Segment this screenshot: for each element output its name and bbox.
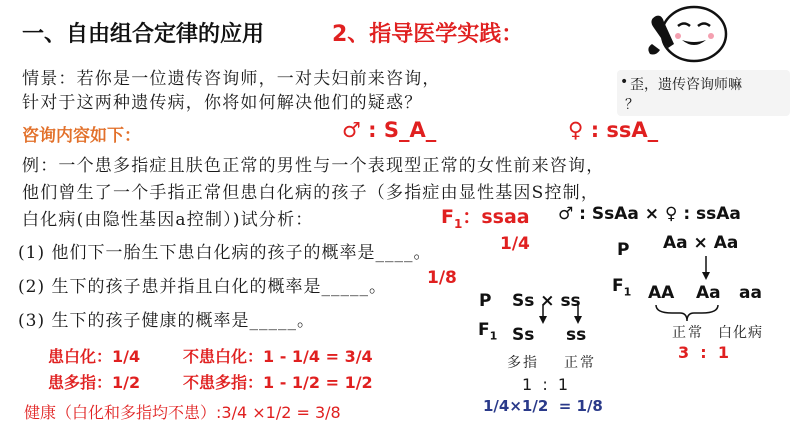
ss-pheno-1: 多指 [507, 355, 539, 371]
parent-cross: ♂ : SsAa × ♀ : ssAa [558, 204, 741, 224]
scenario-line-1: 情景：若你是一位遗传咨询师，一对夫妇前来咨询， [22, 69, 441, 89]
ss-cross-p-label: P [479, 291, 492, 311]
aa-cross-p-label: P [617, 240, 630, 260]
example-line-1: 例：一个患多指症且肤色正常的男性与一个表现型正常的女性前来咨询， [22, 156, 605, 176]
ss-cross-f1-label: $F_1$ [478, 320, 498, 343]
f1-genotype: $F_1$：ssaa [441, 206, 530, 231]
example-line-3: 白化病(由隐性基因a控制）)试分析： [22, 210, 314, 230]
aa-cross-parents: Aa × Aa [663, 233, 739, 253]
answer-1: 1/4 [500, 234, 530, 254]
aa-genotype-AA: AA [648, 283, 675, 303]
consult-label: 咨询内容如下： [22, 126, 141, 146]
answer-2: 1/8 [427, 268, 457, 288]
ss-ratio: 1 : 1 [522, 375, 569, 394]
question-3: (3) 生下的孩子健康的概率是_____。 [18, 311, 315, 331]
ss-result: 1/4×1/2 = 1/8 [483, 397, 603, 415]
bubble-bullet: • [620, 74, 629, 90]
calc-no-albinism: 不患白化：1 - 1/4 = 3/4 [183, 347, 373, 366]
male-genotype: ♂ : S_A_ [342, 118, 437, 142]
aa-genotype-Aa: Aa [696, 283, 721, 303]
page-title: 一、自由组合定律的应用 [22, 22, 265, 47]
aa-genotype-aa: aa [739, 283, 762, 303]
calc-polydactyly: 患多指：1/2 [48, 373, 141, 392]
ss-arrow-left [538, 304, 548, 326]
ss-child-2: ss [566, 325, 587, 345]
calc-healthy: 健康（白化和多指均不患）:3/4 ×1/2 = 3/8 [24, 403, 341, 422]
calc-albinism: 患白化：1/4 [48, 347, 141, 366]
question-1: (1) 他们下一胎生下患白化病的孩子的概率是____。 [18, 243, 432, 263]
bubble-line-2: ？ [625, 97, 639, 113]
ss-pheno-2: 正常 [564, 355, 596, 371]
ss-arrow-right [573, 304, 583, 326]
ss-cross-parents: Ss × ss [512, 291, 581, 311]
calc-no-polydactyly: 不患多指：1 - 1/2 = 1/2 [183, 373, 373, 392]
meme-face-icon [638, 4, 730, 68]
example-line-2: 他们曾生了一个手指正常但患白化病的孩子（多指症由显性基因S控制， [22, 183, 600, 203]
question-2: (2) 生下的孩子患并指且白化的概率是_____。 [18, 277, 387, 297]
scenario-line-2: 针对于这两种遗传病，你将如何解决他们的疑惑？ [22, 93, 423, 113]
aa-pheno-albinism: 白化病 [718, 325, 763, 341]
aa-pheno-normal: 正常 [672, 325, 704, 341]
aa-ratio: 3 : 1 [678, 343, 729, 362]
bubble-line-1: 歪，遗传咨询师嘛 [630, 77, 742, 93]
female-genotype: ♀ : ssA_ [568, 118, 659, 142]
aa-arrow [701, 256, 711, 282]
comment-bubble [617, 70, 790, 116]
page-subtitle: 2、指导医学实践： [332, 22, 524, 47]
aa-cross-f1-label: $F_1$ [612, 276, 632, 299]
ss-child-1: Ss [512, 325, 535, 345]
